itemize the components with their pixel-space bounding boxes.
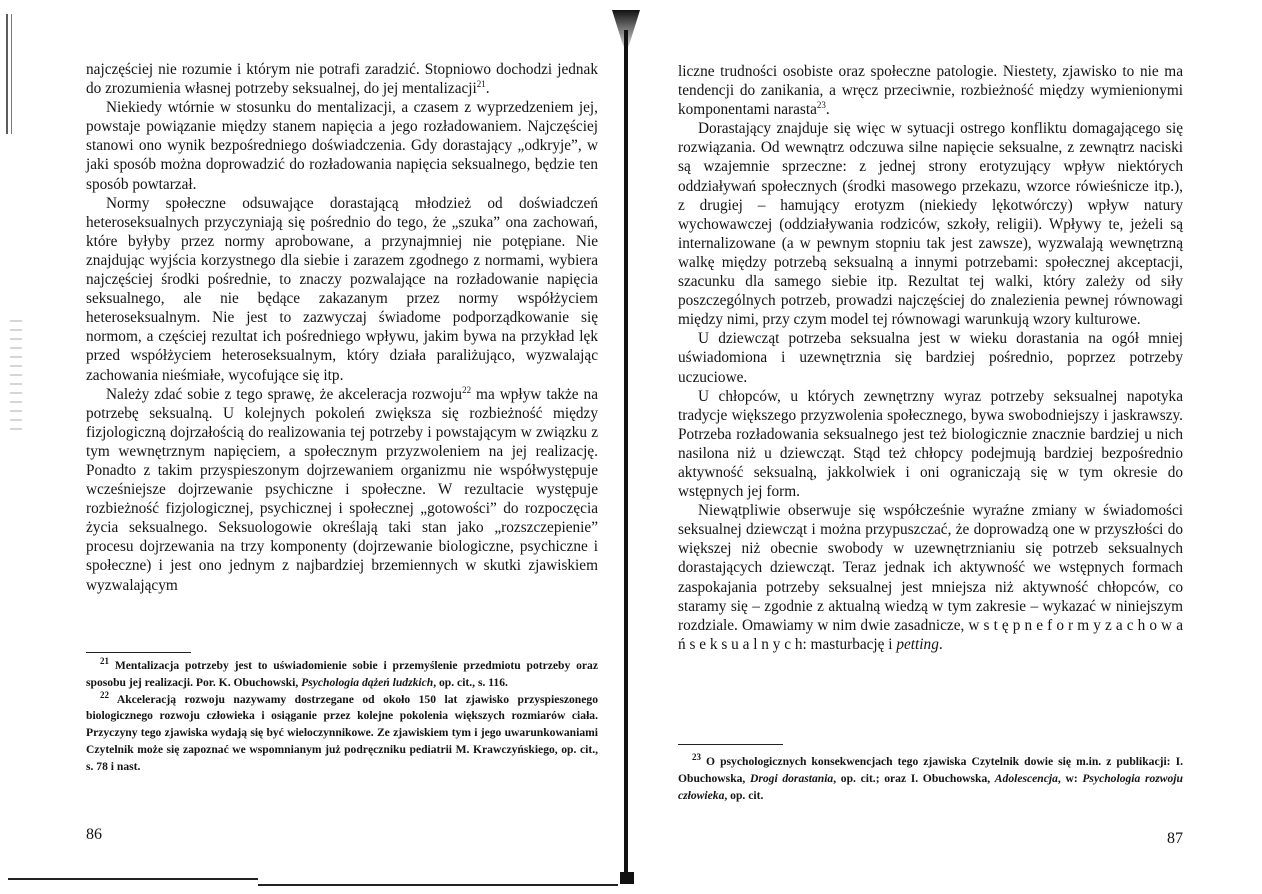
scan-bottom-edge — [8, 878, 258, 880]
paragraph: Należy zdać sobie z tego sprawę, że akceleracja rozwoju$^{22}$ ma wpływ także na potrzebę seksualną. U kolejnych pokoleń zwiększa się rozbieżność między fizjologiczną dojrzałością do realizowania tej potrzeby i powstającym w związku z tym wewnętrznym napięciem, a społecznym przyzwoleniem na jej realizację. Ponadto z takim przyspieszonym dojrzewaniem organizmu nie współwystępuje wcześniejsze dojrzewanie psychiczne i społeczne. W rezultacie występuje rozbieżność fizjologicznej, psychicznej i społecznej „gotowości” do rozpoczęcia życia seksualnego. Seksuologowie określają taki stan jako „rozszczepienie” procesu dojrzewania na trzy komponenty (dojrzewanie biologiczne, psychiczne i społeczne) i jest ono jednym z najbardziej brzemiennych w skutki zjawiskiem wyzwalającym — [86, 384, 598, 594]
paragraph: Niewątpliwie obserwuje się współcześnie wyraźne zmiany w świadomości seksualnej dziewcząt i można przypuszczać, że doprowadzą one w przyszłości do większej niż obecnie swobody w uzewnętrznianiu się potrzeb seksualnych dorastających dziewcząt. Teraz jednak ich aktywność we wstępnych formach zaspokajania potrzeby seksualnej jest mniejsza niż aktywność chłopców, co staramy się – zgodnie z aktualną wiedzą w tym zakresie – wykazać w niniejszym rozdziale. Omawiamy w nim dwie zasadnicze, w s t ę p n e f o r m y z a c h o w a ń s e k s u a l n y c h: masturbację i petting. — [678, 502, 1183, 653]
footnote-ref: 23 — [816, 100, 826, 111]
footnote: $^{22}$ Akceleracją rozwoju nazywamy dostrzegane od około 150 lat zjawisko przyspieszonego biologicznego rozwoju człowieka i osiąganie przez kolejne pokolenia większych rozmiarów ciała. Przyczyny tego zjawiska wydają się być wieloczynnikowe. Ze zjawiskiem tym i jego uwarunkowaniami Czytelnik może się zapoznać we wspomnianym już podręczniku pediatrii M. Krawczyńskiego, op. cit., s. 78 i nast. — [86, 689, 598, 773]
page-number: 87 — [1167, 830, 1183, 847]
right-page-body — [678, 62, 1183, 654]
footnote-ref: 22 — [462, 384, 472, 395]
book-gutter — [624, 30, 628, 880]
footnote: $^{21}$ Mentalizacja potrzeby jest to uświadomienie sobie i przemyślenie przedmiotu potrzeby oraz sposobu jej realizacji. Por. K. Obuchowski, Psychologia dążeń ludzkich, op. cit., s. 116. — [86, 656, 598, 689]
paragraph: U dziewcząt potrzeba seksualna jest w wieku dorastania na ogół mniej uświadomiona i uzewnętrznia się bardziej pośrednio, poprzez potrzeby uczuciowe. — [678, 330, 1183, 386]
paragraph: Normy społeczne odsuwające dorastającą młodzież od doświadczeń heteroseksualnych przyczyniają się pośrednio do tego, że „szuka” ona zachowań, które byłyby przez normy aprobowane, a przynajmniej nie potępiane. Nie znajdując wyjścia korzystnego dla siebie i zarazem zgodnego z normami, wybiera najczęściej środki pośrednie, to znaczy pozwalające na rozładowanie napięcia seksualnego, ale nie będące zakazanym przez normy współżyciem heteroseksualnym. Nie jest to zazwyczaj świadome podporządkowanie się normom, a częściej rezultat ich pośredniego wpływu, jakim bywa na przykład lęk przed współżyciem heteroseksualnym, który działa paraliżująco, wyzwalając zachowania nieśmiałe, wycofujące się itp. — [86, 194, 598, 384]
footnote: $^{23}$ O psychologicznych konsekwencjach tego zjawiska Czytelnik dowie się m.in. z publikacji: I. Obuchowska, Drogi dorastania, op. cit.; oraz I. Obuchowska, Adolescencja, w: Psychologia rozwoju człowieka, op. cit. — [678, 752, 1183, 802]
left-page-body — [86, 60, 598, 595]
page-number: 86 — [86, 826, 102, 843]
paragraph: U chłopców, u których zewnętrzny wyraz potrzeby seksualnej napotyka tradycje większego przyzwolenia społecznego, bywa swobodniejszy i jaskrawszy. Potrzeba rozładowania seksualnego jest też biologicznie znacznie bardziej u nich nasilona niż u dziewcząt. Stąd też chłopcy podejmują bardziej bezpośrednio aktywność seksualną, jakkolwiek i oni ograniczają się w tym okresie do wstępnych jej form. — [678, 387, 1183, 501]
scan-edge-dots — [10, 320, 22, 430]
paragraph: Dorastający znajduje się więc w sytuacji ostrego konfliktu domagającego się rozwiązania. Od wewnątrz odczuwa silne napięcie seksualne, z zewnątrz naciski są wzajemnie sprzeczne: z jednej strony erotyzujący wpływ niektórych oddziaływań społecznych (środki masowego przekazu, wzorce rówieśnicze itp.), z drugiej – hamujący erotyzm (niekiedy lękotwórczy) wpływ natury wychowawczej (oddziaływania rodziców, szkoły, religii). Wpływy te, jeżeli są internalizowane (a w pewnym stopniu tak jest zawsze), wyzwalają wewnętrzną walkę między potrzebą seksualną a innymi potrzebami: społecznej akceptacji, szacunku dla samego siebie itp. Rezultat tej walki, który zależy od siły poszczególnych potrzeb, prowadzi najczęściej do znalezienia pewnej równowagi między nimi, przy czym model tej równowagi warunkują wzory kulturowe. — [678, 120, 1183, 329]
footnotes — [86, 658, 598, 776]
paragraph: Niekiedy wtórnie w stosunku do mentalizacji, a czasem z wyprzedzeniem jej, powstaje powiązanie między stanem napięcia a jego rozładowaniem. Najczęściej stanowi ono wynik bezpośredniego doświadczenia. Gdy dorastający „odkryje”, w jaki sposób można doprowadzić do rozładowania napięcia seksualnego, będzie ten sposób powtarzał. — [86, 99, 598, 193]
footnotes — [678, 754, 1183, 804]
footnote-separator — [678, 744, 783, 745]
footnote-ref: 21 — [476, 79, 486, 89]
book-gutter-foot — [620, 872, 634, 884]
footnote-separator — [86, 652, 191, 653]
paragraph: najczęściej nie rozumie i którym nie potrafi zaradzić. Stopniowo dochodzi jednak do zrozumienia własnej potrzeby seksualnej, do jej mentalizacji$^{21}$. — [86, 61, 598, 98]
paragraph: liczne trudności osobiste oraz społeczne patologie. Niestety, zjawisko to nie ma tendencji do zanikania, a wręcz przeciwnie, rozbieżność między wymienionymi komponentami narasta$^{23}$. — [678, 63, 1183, 119]
scan-bottom-edge-2 — [258, 884, 618, 886]
scan-edge-mark — [6, 14, 16, 134]
